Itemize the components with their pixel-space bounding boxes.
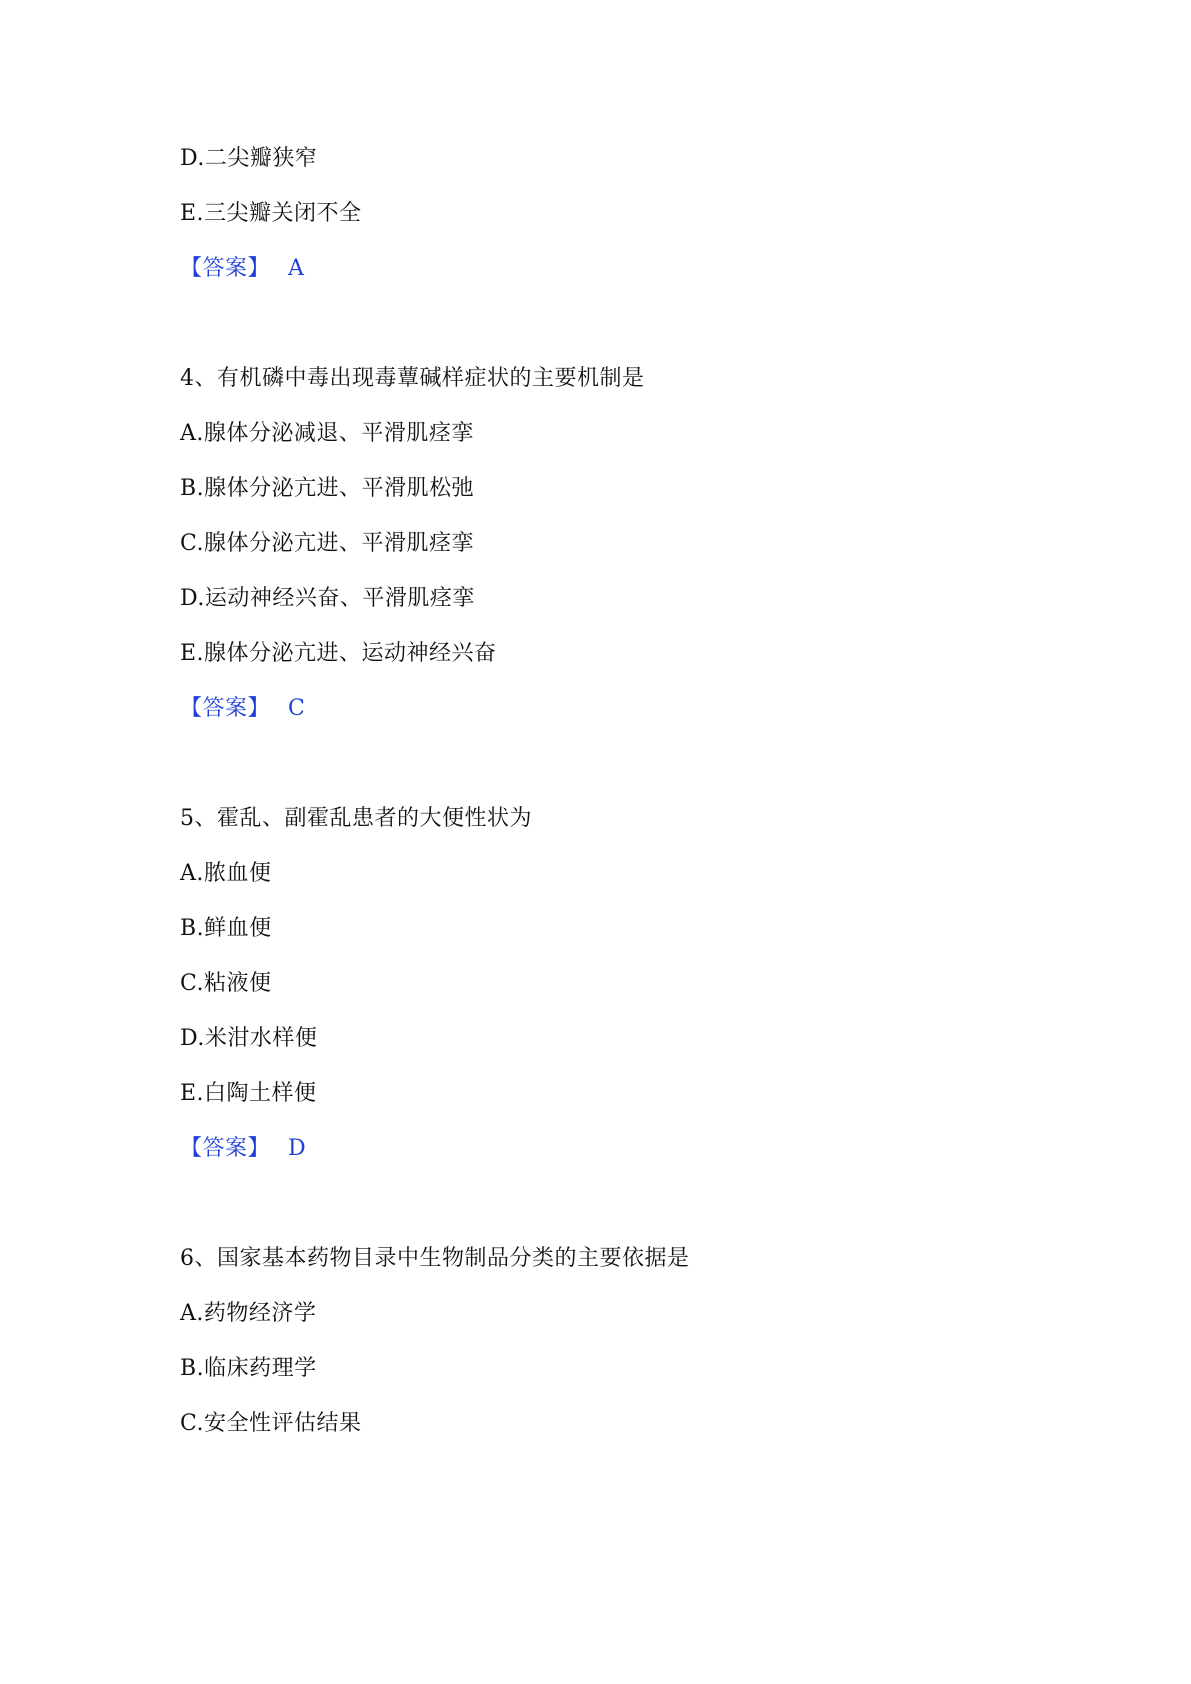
q4-option-b: B.腺体分泌亢进、平滑肌松弛 xyxy=(180,476,475,501)
q6-option-b: B.临床药理学 xyxy=(180,1356,317,1381)
q5-option-e: E.白陶土样便 xyxy=(180,1081,317,1106)
q3-answer xyxy=(180,254,304,284)
q4-option-c: C.腺体分泌亢进、平滑肌痉挛 xyxy=(180,531,475,556)
q4-option-d: D.运动神经兴奋、平滑肌痉挛 xyxy=(180,586,475,611)
q6-option-a: A.药物经济学 xyxy=(180,1301,317,1326)
q5-answer-label: 【答案】 xyxy=(180,1136,271,1161)
q3-option-d: D.二尖瓣狭窄 xyxy=(180,146,318,171)
q5-option-b: B.鲜血便 xyxy=(180,916,272,941)
q5-option-a: A.脓血便 xyxy=(180,861,272,886)
q5-answer xyxy=(180,1134,306,1164)
q3-option-e: E.三尖瓣关闭不全 xyxy=(180,201,362,226)
q4-option-e: E.腺体分泌亢进、运动神经兴奋 xyxy=(180,641,497,666)
q3-answer-label: 【答案】 xyxy=(180,256,271,281)
q6-option-c: C.安全性评估结果 xyxy=(180,1411,362,1436)
q6-question: 6、国家基本药物目录中生物制品分类的主要依据是 xyxy=(180,1246,690,1271)
q4-option-a: A.腺体分泌减退、平滑肌痉挛 xyxy=(180,421,474,446)
q5-option-d: D.米泔水样便 xyxy=(180,1026,318,1051)
q4-answer-value: C xyxy=(288,696,306,721)
q3-answer-value: A xyxy=(288,256,305,281)
q4-answer-label: 【答案】 xyxy=(180,696,271,721)
q5-question: 5、霍乱、副霍乱患者的大便性状为 xyxy=(180,806,532,831)
q4-question: 4、有机磷中毒出现毒蕈碱样症状的主要机制是 xyxy=(180,366,645,391)
q4-answer xyxy=(180,694,305,724)
q5-answer-value: D xyxy=(288,1136,307,1161)
q5-option-c: C.粘液便 xyxy=(180,971,272,996)
